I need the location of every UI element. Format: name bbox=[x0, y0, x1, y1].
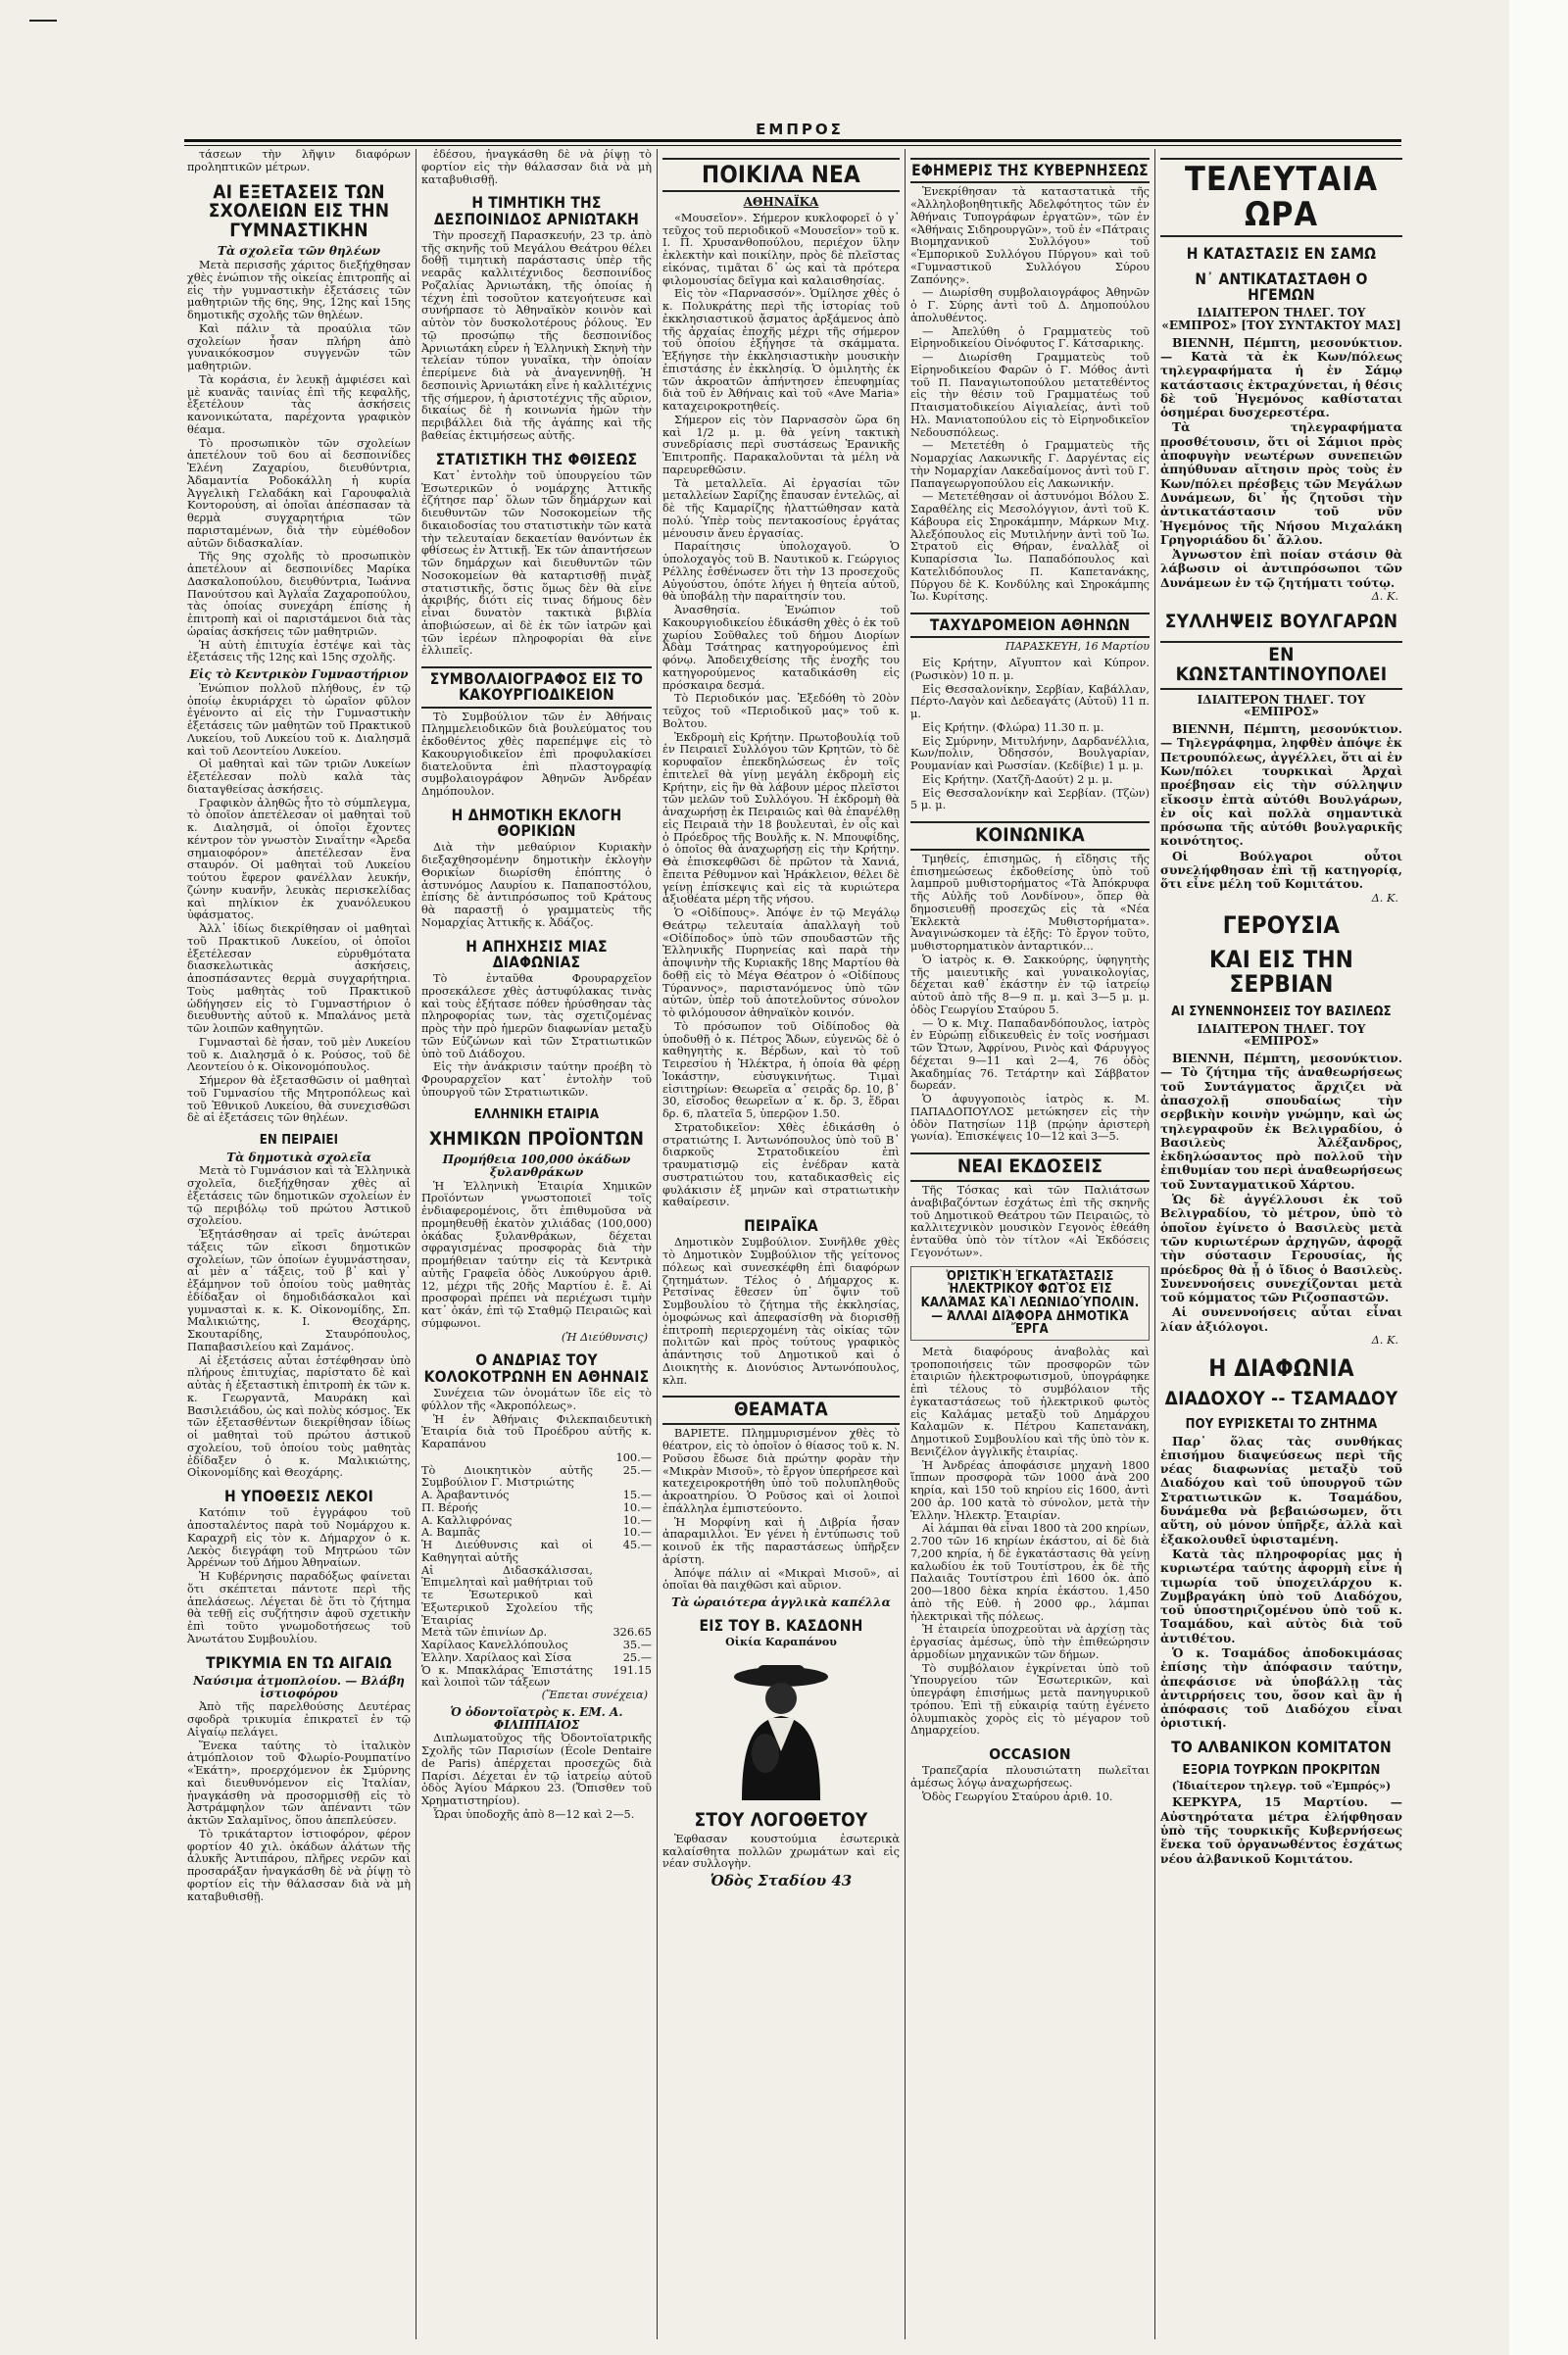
donation-amount: 45.— bbox=[622, 1539, 652, 1551]
headline: ΚΟΙΝΩΝΙΚΑ bbox=[910, 821, 1150, 851]
donor-name: Α. Ἀραβαντινός bbox=[421, 1489, 510, 1501]
article-paragraph: Ἡ αὐτὴ ἐπιτυχία ἐστέψε καὶ τὰς ἐξετάσεις τῆς 12ης καὶ 15ης σχολῆς. bbox=[187, 638, 411, 664]
signature: (Ἕπεται συνέχεια) bbox=[541, 1689, 648, 1701]
donor-name: Αἱ Διδασκάλισσαι, Ἐπιμεληταὶ καὶ μαθήτριαι τοῦ τε Ἐσωτερικοῦ καὶ Ἐξωτερικοῦ Σχολείου τῆς Ἑταιρίας bbox=[421, 1563, 593, 1627]
telegram-credit: ΙΔΙΑΙΤΕΡΟΝ ΤΗΛΕΓ. ΤΟΥ «ΕΜΠΡΟΣ» [ΤΟΥ ΣΥΝΤΑΚΤΟΥ ΜΑΣ] bbox=[1161, 306, 1401, 332]
subheadline: Εἰς τὸ Κεντρικὸν Γυμναστήριον bbox=[189, 667, 409, 682]
article-paragraph: Εἰς Κρήτην. (Φλώρα) 11.30 π. μ. bbox=[922, 720, 1104, 734]
masthead: ΕΜΠΡΟΣ bbox=[756, 121, 844, 138]
headline: ΠΕΙΡΑΪΚΑ bbox=[744, 1217, 818, 1236]
article-paragraph: — Ἀπελύθη ὁ Γραμματεὺς τοῦ Εἰρηνοδικείου Οἰνόφυτος Γ. Κάτσαρικης. bbox=[910, 324, 1150, 351]
headline: Η ΚΑΤΑΣΤΑΣΙΣ ΕΝ ΣΑΜΩ bbox=[1186, 245, 1377, 264]
article-paragraph: Ὁ ἀφυγγοποιὸς ἰατρὸς κ. Μ. ΠΑΠΑΔΟΠΟΥΛΟΣ μετώκησεν εἰς τὴν ὁδὸν Πατησίων 11β (πρῴην ἀριστερὴ γωνία). Ἐπισκέψεις 10—12 καὶ 3—5. bbox=[910, 1093, 1150, 1144]
article-paragraph: Καὶ πάλιν τὰ προαύλια τῶν σχολείων ἦσαν πλήρη ἀπὸ γυναικόκοσμον συγγενῶν τῶν μαθητριῶν. bbox=[187, 321, 411, 373]
column-divider bbox=[657, 149, 658, 2339]
article-paragraph: Τῆς Τόσκας καὶ τῶν Παλιάτσων ἀναβιβαζόντων ἐσχάτως ἐπὶ τῆς σκηνῆς τοῦ Δημοτικοῦ Θεάτρου τῶν Πειραιῶς, τὸ καλλιτεχνικὸν μουσικὸν Γεγονὸς ἐθεάθη ἐνταῦθα ὑπὸ τὸν τίτλον «Αἱ Ἐκδόσεις Γεγονότων». bbox=[910, 1184, 1150, 1259]
article-paragraph: «Μουσεῖον». Σήμερον κυκλοφορεῖ ὁ γ᾽ τεῦχος τοῦ περιοδικοῦ «Μουσεῖον» τοῦ κ. Ι. Π. Χρυσανθοπούλου, περιέχον ὕλην ἐκλεκτὴν καὶ ποικίλην, πρὸς δὲ πλεῖστας εἰκόνας, τιμᾶται δ᾽ ὡς καὶ τὰ πρότερα φιλομουσίας δεῖγμα καὶ καλαισθησίας. bbox=[662, 211, 900, 287]
headline: ΠΟΥ ΕΥΡΙΣΚΕΤΑΙ ΤΟ ΖΗΤΗΜΑ bbox=[1185, 1416, 1378, 1432]
headline: ΤΟ ΑΛΒΑΝΙΚΟΝ ΚΟΜΙΤΑΤΟΝ bbox=[1171, 1738, 1392, 1756]
article-paragraph: Εἰς Θεσσαλονίκην καὶ Σερβίαν. (Τζὼν) 5 μ. μ. bbox=[910, 786, 1150, 812]
bulletin-paragraph: Ὡς δὲ ἀγγέλλουσι ἐκ τοῦ Βελιγραδίου, τὸ μέτρον, ὑπὸ τὸ ὁποῖον ἐγίνετο ὁ Βασιλεὺς μετὰ τῶν κυριωτέρων ἀρχηγῶν, ἀφορᾷ τὴν σύστασιν Γερουσίας, ἧς πρόεδρος θὰ ᾖ ὁ ἴδιος ὁ Βασιλεὺς. Συνεννοήσεις συνεχίζονται μετὰ τοῦ κόμματος τῶν Ριζοσπαστῶν. bbox=[1160, 1193, 1402, 1305]
headline: ΣΤΑΤΙΣΤΙΚΗ ΤΗΣ ΦΘΙΣΕΩΣ bbox=[435, 450, 638, 468]
donation-amount: 35.— bbox=[622, 1639, 652, 1651]
article-paragraph: — Μετετέθησαν οἱ ἀστυνόμοι Βόλου Σ. Σαραθέλης εἰς Μεσολόγγιον, ἀντὶ τοῦ Κ. Κάβουρα εἰς Σηροκάμπην, Μάρκων Μιχ. Ἀλεξόπουλος εἰς Μυτιλήνην ἀντὶ τοῦ Ἰω. Στρατοῦ εἰς Θήραν, ἐναλλὰξ οἱ Κυπαρίσσια Ἰω. Παπαδόπουλος καὶ Κατελιδόπουλος Π. Καπετανάκης, Πύργου δὲ Κ. Κονδύλης καὶ Σηροκάμπης Ἰω. Κυρίτσης. bbox=[910, 490, 1150, 604]
donor-name: Ἡ Διεύθυνσις καὶ οἱ Καθηγηταὶ αὐτῆς bbox=[421, 1539, 593, 1564]
column-divider bbox=[905, 149, 906, 2339]
donation-row bbox=[421, 1565, 652, 1628]
column-1 bbox=[184, 149, 414, 2339]
donation-row bbox=[421, 1502, 652, 1515]
headline: ΤΕΛΕΥΤΑΙΑ ΩΡΑ bbox=[1160, 158, 1402, 237]
article-paragraph: Γραφικὸν ἀληθῶς ἦτο τὸ σύμπλεγμα, τὸ ὁποῖον ἀπετέλεσαν οἱ μαθηταὶ τοῦ κ. Διαλησμᾶ, οἱ ὁποῖοι ἔχοντες κέντρον τὸν γνωστὸν Σιναΐτην «Ἀρεδα σημαιοφόρον» ἀπετέλεσαν ἕνα σταυρόν. Οἱ μαθηταὶ τοῦ Λυκείου τούτου ἔφερον φανέλλαν λευκήν, ζώνην κυανῆν, λευκὰς περισκελίδας καὶ πηλίκιον ἐκ χυανόλευκου ὑφάσματος. bbox=[187, 796, 411, 922]
article-paragraph: Κατόπιν τοῦ ἐγγράφου τοῦ ἀποσταλέντος παρὰ τοῦ Νομάρχου κ. Καραχρῆ εἰς τὸν κ. Δήμαρχον ὁ κ. Λεκὸς διεγράφη τοῦ Μητρώου τῶν Ἀρρένων τοῦ Δήμου Ἀθηναίων. bbox=[187, 1506, 411, 1570]
subheadline: Τὰ δημοτικὰ σχολεῖα bbox=[226, 1150, 371, 1164]
donor-name: Χαρίλαος Κανελλόπουλος bbox=[421, 1639, 568, 1651]
headline: ΕΦΗΜΕΡΙΣ ΤΗΣ ΚΥΒΕΡΝΗΣΕΩΣ bbox=[910, 158, 1150, 183]
article-paragraph: Τμηθείς, ἐπισημῶς, ἡ εἴδησις τῆς ἐπισημεώσεως ἐκδοθείσης ὑπὸ τοῦ λαμπροῦ μυθιστορήματος «Τὰ Ἀπόκρυφα τῆς Αὐλῆς τοῦ Λονδίνου», ὅπερ θὰ δημοσιευθῇ προσεχῶς εἰς τὰ «Νέα Ἐκλεκτὰ Μυθιστορήματα». Ἀναγινώσκομεν τὰ ἐξῆς: Τὸ ἔργον τοῦτο, μυθιστορηματικὸν ἀνταρτικόν... bbox=[910, 852, 1150, 954]
headline: ΧΗΜΙΚΩΝ ΠΡΟΪΟΝΤΩΝ bbox=[428, 1128, 645, 1151]
article-paragraph: Ἀλλ᾽ ἰδίως διεκρίθησαν οἱ μαθηταὶ τοῦ Πρακτικοῦ Λυκείου, οἱ ὁποῖοι ἐξετέλεσαν εὐρυθμότατα διασκελωτικὰς ἀσκήσεις, ἀποσπάσαντες θερμὰ συγχαρήτηρια. Τοὺς μαθητὰς τοῦ Πρακτικοῦ ὡδήγησεν εἰς τὸ Γυμναστήριον ὁ διευθυντὴς αὐτοῦ κ. Μπαλάνος μετὰ τῶν λοιπῶν καθηγητῶν. bbox=[187, 922, 411, 1036]
donation-amount: 15.— bbox=[622, 1489, 652, 1501]
article-paragraph: Συνέχεια τῶν ὀνομάτων ἴδε εἰς τὸ φύλλον τῆς «Ἀκροπόλεως». bbox=[421, 1387, 652, 1412]
headline: ΘΕΑΜΑΤΑ bbox=[662, 1396, 900, 1425]
donation-amount: 25.— bbox=[622, 1463, 652, 1477]
bulletin-paragraph: Αἱ συνεννοήσεις αὗται εἶναι λίαν ἀξιόλογοι. bbox=[1160, 1305, 1402, 1334]
article-paragraph: — Ὁ κ. Μιχ. Παπαδανδόπουλος, ἰατρὸς ἐν Εὐρώπῃ εἰδικευθεὶς ἐν τοῖς νοσήμασι τῶν Ὤτων, Ἀφρίνου, Ρινὸς καὶ Φάρυγγος δέχεται 9—11 καὶ 2—4, 76 ὁδὸς Ἀκαδημίας 76. Τετάρτην καὶ Σάββατον δωρεάν. bbox=[910, 1016, 1150, 1093]
article-paragraph: Τὰ κοράσια, ἐν λευκῇ ἀμφιέσει καὶ μὲ κυανᾶς ταινίας ἐπὶ τῆς κεφαλῆς, ἐξετέλουν τὰς ἀσκήσεις κανονικώτατα, παρέχοντα γραφικὸν θέαμα. bbox=[187, 372, 411, 436]
telegram-credit: ΙΔΙΑΙΤΕΡΟΝ ΤΗΛΕΓ. ΤΟΥ «ΕΜΠΡΟΣ» bbox=[1197, 692, 1366, 719]
article-paragraph: ἐδέσου, ἠναγκάσθη δὲ νὰ ῥίψῃ τὸ φορτίον εἰς τὴν θάλασσαν διὰ νὰ μὴ καταβυθισθῇ. bbox=[421, 149, 652, 186]
bulletin-paragraph: Κατὰ τὰς πληροφορίας μας ἡ κυριωτέρα ταύτης ἀφορμὴ εἶνε ἡ τιμωρία τοῦ ὑποχειλάρχου κ. Ζυμβραγάκη ὑπὸ τοῦ Διαδόχου, τοῦ ὑποστηριζομένου ὑπὸ τοῦ κ. Τσαμάδου, καὶ αὐτὸς διὰ τοῦ ἀντιθέτου. bbox=[1160, 1546, 1402, 1645]
article-paragraph: Τὰ μεταλλεῖα. Αἱ ἐργασίαι τῶν μεταλλείων Σαρίζης ἔπαυσαν ἐντελῶς, αἱ δὲ τῆς Καμαρίζης ἠλαττώθησαν κατὰ πολύ. Ὑπὲρ τοὺς πεντακοσίους ἐργάτας μένουσιν ἄνευ ἐργασίας. bbox=[662, 476, 900, 540]
subheadline: Ναύσιμα ἀτμοπλοίου. — Βλάβη ἱστιοφόρου bbox=[193, 1673, 405, 1700]
hat-advert-illustration bbox=[712, 1655, 850, 1802]
page-top-margin bbox=[0, 0, 1568, 127]
headline: ΠΟΙΚΙΛΑ ΝΕΑ bbox=[662, 158, 900, 192]
headline: ΓΕΡΟΥΣΙΑ bbox=[1222, 911, 1341, 940]
subheadline: Ὁ ὀδοντοϊατρὸς κ. ΕΜ. Α. ΦΙΛΙΠΠΑΙΟΣ bbox=[450, 1704, 623, 1732]
bulletin-paragraph: Ὁ κ. Τσαμάδος ἀποδοκιμάσας ἐπίσης τὴν ἀπόφασιν ταύτην, ἀπεφάσισε νὰ ὑποβάλλῃ τὰς ἀντιρρήσεις του, ὅσον καὶ ἂν ἡ ἀπόφασις τοῦ Διαδόχου εἶναι ὁριστική. bbox=[1160, 1646, 1402, 1731]
article-paragraph: Τὸ προσωπικὸν τῶν σχολείων ἀπετέλουν τοῦ 6ου αἱ δεσποινίδες Ἑλένη Ζαχαρίου, διευθύντρια, Ἀδαμαντία Ροδοκάλλη ἡ κυρία Ἀγγελικὴ Γελαδάκη καὶ Γαρουφαλιὰ Κοντορούση, αἱ ὁποῖαι ἀπέσπασαν τὰ θερμὰ συγχαρητήρια τῶν παρισταμένων, διὰ τὴν εὐμέθοδον αὐτῶν διδασκαλίαν. bbox=[187, 436, 411, 550]
donation-amount: 10.— bbox=[622, 1513, 652, 1527]
headline: ΤΑΧΥΔΡΟΜΕΙΟΝ ΑΘΗΝΩΝ bbox=[910, 613, 1150, 638]
donation-amount: 326.65 bbox=[612, 1626, 652, 1640]
article-paragraph: Τῆς 9ης σχολῆς τὸ προσωπικὸν ἀπετέλουν αἱ δεσποινίδες Μαρίκα Δασκαλοπούλου, διευθύντρια, Ἰωάννα Πανούτσου καὶ Ἀγλαΐα Ζαχαροπούλου, τὰς ὁποίας συνεχάρη ἐπίσης ἡ ἐπιτροπὴ καὶ οἱ παριστάμενοι διὰ τὰς ὡραίας ἀσκήσεις τῶν μαθητριῶν. bbox=[187, 550, 411, 638]
article-paragraph: Κατ᾽ ἐντολὴν τοῦ ὑπουργείου τῶν Ἐσωτερικῶν ὁ νομάρχης Ἀττικῆς ἐζήτησε παρ᾽ ὅλων τῶν δημάρχων καὶ διευθυντῶν τῶν Νοσοκομείων τῆς δικαιοδοσίας του στατιστικὴν τῶν κατὰ τὴν τελευταίαν δεκαετίαν θανόντων ἐκ φθίσεως ἐν Ἀττικῇ. Ἐκ τῶν ἀπαντήσεων τῶν δημάρχων καὶ διευθυντῶν τῶν Νοσοκομείων θὰ καταρτισθῇ πινὰξ στατιστικῆς, ὅστις ὅμως δὲν θὰ εἶνε ἀκριβής, διότι εἰς τινας δήμους δὲν εἶναι δυνατὸν τακτικὰ βιβλία ἀποβιώσεων, αἱ δὲ ἐκ τῶν ἰατρῶν καὶ τῶν ἱερέων πληροφορίαι θὰ εἶνε ἐλλιπεῖς. bbox=[421, 468, 652, 658]
caption: Οἰκία Καραπάνου bbox=[725, 1636, 837, 1649]
caption: (Ἰδιαίτερον τηλεγρ. τοῦ «Ἐμπρός») bbox=[1171, 1779, 1392, 1792]
article-paragraph: τάσεων τὴν λῆψιν διαφόρων προληπτικῶν μέτρων. bbox=[187, 149, 411, 173]
advert-address: Ὁδὸς Σταδίου 43 bbox=[710, 1872, 853, 1890]
header-rule bbox=[184, 139, 1401, 142]
header-rule-thin bbox=[184, 145, 1401, 146]
donor-name: Ὁ κ. Μπακλάρας Ἐπιστάτης καὶ λοιποὶ τῶν τάξεων bbox=[421, 1663, 593, 1690]
article-paragraph: Τὴν προσεχῆ Παρασκευήν, 23 τρ. ἀπὸ τῆς σκηνῆς τοῦ Μεγάλου Θεάτρου θέλει δοθῇ τιμητικὴ παράστασις ὑπὲρ τῆς νεαρᾶς καλλιτέχνιδος δεσποινίδος Ροζαλίας Ἀρνιωτάκη, τῆς ὁποίας ἡ τέχνη ἐπὶ τοσοῦτον κατεγοήτευσε καὶ συνήρπασε τὸ Ἀθηναϊκὸν κοινὸν καὶ αὐτὸν τὸν δυσκολοτέρους ῥόλους. Ἐν τῷ προσώπῳ τῆς δεσποινίδος Ἀρνιωτάκη εὗρεν ἡ Ἑλληνικὴ Σκηνὴ τὴν τελείαν τύπον γυναῖκα, τὴν ὁποίαν ἐπερίμενε διὰ νὰ ἀναγεννηθῇ. Ἡ δεσποινὶς Ἀρνιωτάκη εἶνε ἡ καλλιτέχνις τῆς σήμερον, ἡ ἀριστοτέχνις τῆς αὔριον, δικαίως δὲ ἡ κοινωνία ἡμῶν τὴν περιβάλλει διὰ τῆς ἀγάπης καὶ τῆς βαθείας ἐκτιμήσεως αὐτῆς. bbox=[421, 228, 652, 442]
headline: ΕΛΛΗΝΙΚΗ ΕΤΑΙΡΙΑ bbox=[473, 1106, 600, 1122]
donor-name: Α. Καλλιφρόνας bbox=[421, 1513, 513, 1527]
donor-name: Ἑλλην. Χαρίλαος καὶ Σίσα bbox=[421, 1650, 572, 1664]
headline: ΕΝ ΚΩΝΣΤΑΝΤΙΝΟΥΠΟΛΕΙ bbox=[1160, 641, 1402, 690]
article-paragraph: Ἡ Μορφίνη καὶ ἡ Διβρία ἦσαν ἀπαραμιλλοι. Ἐν γένει ἡ ἐντύπωσις τοῦ κοινοῦ ἐκ τῆς παραστάσεως ὑπῆρξεν ἀρίστη. bbox=[662, 1515, 900, 1566]
headline: ΑΙ ΕΞΕΤΑΣΕΙΣ ΤΩΝ ΣΧΟΛΕΙΩΝ ΕΙΣ ΤΗΝ ΓΥΜΝΑΣΤΙΚΗΝ bbox=[208, 180, 390, 242]
headline: Ο ΑΝΔΡΙΑΣ ΤΟΥ ΚΟΛΟΚΟΤΡΩΝΗ ΕΝ ΑΘΗΝΑΙΣ bbox=[423, 1351, 650, 1386]
article-paragraph: — Διωρίσθη Γραμματεὺς τοῦ Εἰρηνοδικείου Φαρῶν ὁ Γ. Μόθος ἀντὶ τοῦ Π. Παναγιωτοπούλου μετατεθέντος εἰς τὴν θέσιν τοῦ Γραμματέως τοῦ Πταισματοδικείου Αἰγιαλείας, ἀντὶ τοῦ Ηλ. Μανιατοπούλου εἰς τὸ Εἰρηνοδικεῖον Νεδουσπόλεως. bbox=[910, 351, 1150, 439]
bulletin-paragraph: ΚΕΡΚΥΡΑ, 15 Μαρτίου. — Αὐστηρότατα μέτρα ἐλήφθησαν ὑπὸ τῆς τουρκικῆς Κυβερνήσεως ἕνεκα τοῦ ὀργανωθέντος ἐσχάτως νέου ἀλβανικοῦ Κομιτάτου. bbox=[1160, 1795, 1402, 1866]
article-paragraph: Ὧραι ὑποδοχῆς ἀπὸ 8—12 καὶ 2—5. bbox=[433, 1807, 635, 1821]
article-paragraph: Τραπεζαρία πλουσιώτατη πωλεῖται ἀμέσως λόγῳ ἀναχωρήσεως. bbox=[910, 1764, 1150, 1791]
donation-row bbox=[421, 1452, 652, 1465]
article-paragraph: ΒΑΡΙΕΤΕ. Πλημμυρισμένον χθὲς τὸ θέατρον, εἰς τὸ ὁποῖον ὁ θίασος τοῦ κ. Ν. Ροῦσου ἔδωσε διὰ πρώτην φορὰν τὴν «Μικρὰν Μισοῦ», τὸ ἔργον ὑπερήρεσε καὶ κατεχειροκροτήθη ὑπὸ τοῦ πολυπληθοῦς ἀκροατηρίου. Ὁ Ροῦσος καὶ οἱ λοιποὶ ἐπάλληλα ἐμπιστεύοντο. bbox=[662, 1427, 900, 1515]
column-5 bbox=[1157, 149, 1405, 2339]
article-paragraph: Ὁδὸς Γεωργίου Σταύρου ἀριθ. 10. bbox=[922, 1790, 1113, 1803]
donor-name: Μετὰ τῶν ἐπινίων Δρ. bbox=[421, 1626, 548, 1640]
headline: Ν᾽ ΑΝΤΙΚΑΤΑΣΤΑΘΗ Ο ΗΓΕΜΩΝ bbox=[1195, 270, 1368, 304]
dateline: ΠΑΡΑΣΚΕΥΗ, 16 Μαρτίου bbox=[1004, 640, 1150, 654]
article-paragraph: Εἰς τὸν «Παρνασσόν». Ὁμίλησε χθὲς ὁ κ. Πολυκράτης περὶ τῆς ἱστορίας τοῦ ἐκκλησιαστικοῦ ᾄσματος ἀρξάμενος ἀπὸ τῆς ἀρχαίας ἐποχῆς μέχρι τῆς σήμερον τοῦ ὁποίου ἐξήγησε τὰ σκάμματα. Ἐξήγησε τὴν ἐκκλησιαστικὴν μουσικὴν ἐπιστάσης ἐν ἐκκλησίᾳ. Ὁ ὁμιλητὴς ἐκ τῶν ἀκροατῶν ἀπήντησεν ἐπευφημίας διὰ τοῦ ἐν Ἀθήναις καὶ τοῦ «Ave Maria» καταχειροκροτηθείς. bbox=[662, 287, 900, 414]
article-paragraph: Ἕνεκα ταύτης τὸ ἰταλικὸν ἀτμόπλοιον τοῦ Φλωρίο-Ρουμπατίνο «Ἑκάτη», προερχόμενον ἐκ Σμύρνης καὶ διευθυνόμενον εἰς Ἰταλίαν, ἠναγκάσθη νὰ προσορμισθῇ εἰς τὸ Ἀστράμφηλον τῶν ἀπέναντι τῶν ἀκτῶν Σαλαμῖνος, ὅπου ἀπεπλεύσεν. bbox=[187, 1739, 411, 1828]
subheadline: Προμήθεια 100,000 ὀκάδων ξυλανθράκων bbox=[442, 1153, 631, 1179]
article-paragraph: Ἐφθασαν κουστούμια ἐσωτερικὰ καλαίσθητα πολλῶν χρωμάτων καὶ εἰς νέαν συλλογὴν. bbox=[662, 1832, 900, 1871]
donation-row bbox=[421, 1640, 652, 1652]
signature: Δ. Κ. bbox=[1371, 1334, 1398, 1348]
headline: ΣΥΛΛΗΨΕΙΣ ΒΟΥΛΓΑΡΩΝ bbox=[1164, 610, 1398, 632]
headline: Η ΑΠΗΧΗΣΙΣ ΜΙΑΣ ΔΙΑΦΩΝΙΑΣ bbox=[466, 937, 608, 971]
article-paragraph: Ἐνεκρίθησαν τὰ καταστατικὰ τῆς «Ἀλληλοβοηθητικῆς Ἀδελφότητος τῶν ἐν Ἀθήναις Τυπογράφων ἐργατῶν», τῶν ἐν «Ἀθήναις Σιδηρουργῶν», τοῦ ἐν «Πάτραις Βιομηχανικοῦ Συλλόγου» τοῦ «Ἐμπορικοῦ Συλλόγου Πύργου» καὶ τοῦ «Γυμναστικοῦ Συλλόγου Σύρου Ζαπόνης». bbox=[910, 185, 1150, 286]
print-mark bbox=[29, 20, 57, 37]
headline: ΕΝ ΠΕΙΡΑΙΕΙ bbox=[259, 1133, 339, 1149]
article-paragraph: Ὁ «Οἰδίπους». Ἀπόψε ἐν τῷ Μεγάλῳ Θεάτρῳ τελευταία ἀπαλλαγὴ τοῦ «Οἰδίποδος» ὑπὸ τῶν σπουδαστῶν τῆς Ἑλληνικῆς Πυρηνείας καὶ παρὰ τὴν ἀποψινὴν τῆς Κυριακῆς 18ης Μαρτίου θὰ δοθῇ εἰς τὸ Μέγα Θέατρον ὁ «Οἰδίπους Τύραννος», παριστανόμενος ὑπὸ τῶν αὐτῶν, ὑπὲρ τοῦ ἀποτελοῦντος σύνολον τὸ φιλόμουσον ἀθηναϊκὸν κοινόν. bbox=[662, 907, 900, 1020]
article-paragraph: Διπλωματοῦχος τῆς Ὀδοντοϊατρικῆς Σχολῆς τῶν Παρισίων (École Dentaire de Paris) ἀπέρχεται προσεχῶς διὰ Παρίσι. Δέχεται ἐν τῷ ἰατρείῳ αὐτοῦ ὁδὸς Ἁγίου Μάρκου 23. (Ὄπισθεν τοῦ Χρηματιστηρίου). bbox=[421, 1732, 652, 1807]
article-paragraph: Τὸ Περιοδικόν μας. Ἐξεδόθη τὸ 20ὸν τεῦχος τοῦ «Περιοδικοῦ μας» τοῦ κ. Βολτου. bbox=[662, 692, 900, 730]
subheadline: Τὰ ὡραιότερα ἀγγλικὰ καπέλλα bbox=[671, 1595, 891, 1610]
article-paragraph: Τὸ τρικάταρτον ἱστιοφόρον, φέρον φορτίον 40 χιλ. ὀκάδων ἁλάτων τῆς ἁλυκῆς Ἀντιπάρου, πλῆρες νερῶν καὶ προσαράξαν ἠναγκάσθη δὲ νὰ ῥίψῃ τὸ φορτίον εἰς τὴν θάλασσαν διὰ νὰ μὴ καταβυθισθῇ. bbox=[187, 1827, 411, 1903]
headline: ΕΙΣ ΤΟΥ Β. ΚΑΣΔΟΝΗ bbox=[699, 1616, 863, 1635]
article-paragraph: Ἀπὸ τῆς παρελθούσης Δευτέρας σφοδρὰ τρικυμία ἐπικρατεῖ ἐν τῷ Αἰγαίῳ πελάγει. bbox=[187, 1700, 411, 1739]
column-divider bbox=[1154, 149, 1155, 2339]
column-3 bbox=[660, 149, 903, 2339]
article-paragraph: Στρατοδικεῖον: Χθὲς ἐδικάσθη ὁ στρατιώτης Ι. Ἀντωνόπουλος ὑπὸ τοῦ Β᾽ διαρκοῦς Στρατοδικείου ἐπὶ τραυματισμῷ εἰς ἐνέδραν κατὰ συστρατιώτου του, καταδικασθεὶς εἰς φυλάκισιν ἐξ μηνῶν καὶ στρατιωτικὴν καθαίρεσιν. bbox=[662, 1120, 900, 1209]
article-paragraph: Μετὰ περισσῆς χάριτος διεξήχθησαν χθὲς ἐνώπιον τῆς οἰκείας ἐπιτροπῆς αἱ εἰς τὴν γυμναστικὴν ἐξετάσεις τῶν μαθητριῶν τῆς 6ης, 9ης, 12ης καὶ 15ης δημοτικῆς σχολῆς τῶν θηλέων. bbox=[187, 259, 411, 322]
headline: ΔΙΑΔΟΧΟΥ -- ΤΣΑΜΑΔΟΥ bbox=[1164, 1387, 1398, 1409]
bulletin-paragraph: ΒΙΕΝΝΗ, Πέμπτη, μεσονύκτιον. — Κατὰ τὰ ἐκ Κων/πόλεως τηλεγραφήματα ἡ ἐν Σάμῳ κατάστασις ἐκτραχύνεται, ἡ θέσις δὲ τοῦ Ἡγεμόνος καθίσταται ὁσημέραι δυσχερεστέρα. bbox=[1160, 335, 1402, 420]
article-paragraph: Τὸ ἐνταῦθα Φρουραρχεῖον προσεκάλεσε χθὲς ἀστυφύλακας τινὰς καὶ τοὺς ἐξήτασε πόθεν ἠρύσθησαν τὰς πληροφορίας των, τὰς σχετιζομένας πρὸς τὴν πρὸ ἡμερῶν διαφωνίαν μεταξὺ τῶν Εὐζώνων καὶ τῶν Στρατιωτικῶν ὑπὸ τοῦ Διάδοχου. bbox=[421, 972, 652, 1060]
headline: Η ΤΙΜΗΤΙΚΗ ΤΗΣ ΔΕΣΠΟΙΝΙΔΟΣ ΑΡΝΙΩΤΑΚΗ bbox=[433, 194, 640, 228]
donation-amount: 100.— bbox=[615, 1450, 652, 1464]
donation-amount: 10.— bbox=[622, 1500, 652, 1514]
bulletin-paragraph: Ἀγνωστον ἐπὶ ποίαν στάσιν θὰ λάβωσιν οἱ ἀντιπρόσωποι τῶν Δυνάμεων ἐν τῷ ζητήματι τούτῳ. bbox=[1160, 548, 1402, 590]
donor-name: Τὸ Διοικητικὸν αὐτῆς Συμβούλιον Γ. Μιστριώτης bbox=[421, 1463, 593, 1490]
article-paragraph: Διὰ τὴν μεθαύριον Κυριακὴν διεξαχθησομένην δημοτικὴν ἐκλογὴν Θορικίων διωρίσθη ἐπόπτης ὁ ἀστυνόμος Λαυρίου κ. Παπαποστόλου, ἐπίσης δὲ ἀντιπρόσωπος τοῦ Κράτους θὰ παραστῇ ὁ γραμματεὺς τῆς Νομαρχίας Ἀττικῆς κ. Ἀδάζος. bbox=[421, 841, 652, 929]
signature: Δ. Κ. bbox=[1371, 590, 1398, 604]
donation-list bbox=[421, 1452, 652, 1690]
column-4 bbox=[907, 149, 1152, 2339]
article-paragraph: — Μετετέθη ὁ Γραμματεὺς τῆς Νομαρχίας Λακωνικῆς Γ. Δαργέντας εἰς τὴν Νομαρχίαν Λακεδαίμονος ἀντὶ τοῦ Γ. Παπαγεωργοπούλου εἰς Λακωνικήν. bbox=[910, 439, 1150, 490]
article-paragraph: Αἱ λάμπαι θὰ εἶναι 1800 τὰ 200 κηρίων, 2.700 τῶν 16 κηρίων ἑκάστου, αἱ δὲ διὰ 7,200 κηρία, ἡ δὲ ἐγκατάστασις θὰ γείνῃ καλωδίου ἐκ τοῦ Τουτίστρου, ἐκ δὲ τῆς Παλαιᾶς Τουτίστρου ἐπὶ 1600 ὀκ. ἀπὸ 200—1800 δὲκα κηρία ἑκάστου. 1,450 ἀπὸ τῆς Εὐθ. ἡ 2000 φρ., λάμπαι ἡλεκτρικαὶ τῆς πόλεως. bbox=[910, 1522, 1150, 1623]
headline: Η ΔΗΜΟΤΙΚΗ ΕΚΛΟΓΗ ΘΟΡΙΚΙΩΝ bbox=[451, 806, 622, 841]
donation-row bbox=[421, 1540, 652, 1565]
signature: Δ. Κ. bbox=[1371, 891, 1398, 905]
article-paragraph: Τὸ συμβόλαιον ἐγκρίνεται ὑπὸ τοῦ Ὑπουργείου τῶν Ἐσωτερικῶν, καὶ ὑπεγράφη ἐπισήμως μετὰ πανηγυρικοῦ τρόπου. Ἐπὶ τῇ εὐκαιρίᾳ ταύτῃ ἐγένετο ὀλυμπιακὸς χορὸς εἰς τὸ μέγαρον τοῦ Δημαρχείου. bbox=[910, 1661, 1150, 1738]
article-paragraph: — Διωρίσθη συμβολαιογράφος Ἀθηνῶν ὁ Γ. Σύρης ἀντὶ τοῦ Δ. Δημοπούλου ἀπολυθέντος. bbox=[910, 286, 1150, 324]
article-paragraph: Εἰς Θεσσαλονίκην, Σερβίαν, Καβάλλαν, Πέρτο-Λαγὸν καὶ Δεδεαγάτς (Αὐτοῦ) 11 π. μ. bbox=[910, 682, 1150, 721]
article-paragraph: Τὸ Συμβούλιον τῶν ἐν Ἀθήναις Πλημμελειοδικῶν διὰ βουλεύματος του ἐκδοθέντος χθὲς παρεπέμψε εἰς τὸ Κακουργιοδικεῖον ἐπὶ προφυλακίσει διατελοῦντα ἐπὶ πλαστογραφίᾳ συμβολαιογράφον Ἀθηνῶν Ἀνδρέαν Δημόπουλον. bbox=[421, 710, 652, 799]
donation-row bbox=[421, 1490, 652, 1502]
donation-amount: 10.— bbox=[622, 1526, 652, 1540]
column-2 bbox=[418, 149, 655, 2339]
article-paragraph: Οἱ μαθηταὶ καὶ τῶν τριῶν Λυκείων ἐξετέλεσαν πολὺ καλὰ τὰς διαταγθείσας ἀσκήσεις. bbox=[187, 758, 411, 796]
article-paragraph: Αἱ ἐξετάσεις αὗται ἐστέφθησαν ὑπὸ πλήρους ἐπιτυχίας, παρίστατο δὲ καὶ αὐτὰς ἡ ἐξεταστικὴ ἐπιτροπὴ ἐκ τῶν κ. κ. Γεωργαντᾶ, Μαυράκη καὶ Βασιλειάδου, ὡς καὶ πολὺς κόσμος. Ἐκ τῶν ἐξετασθέντων διεκρίθησαν ἰδίως οἱ μαθηταὶ τοῦ πρώτου ἀστικοῦ σχολείου, τοῦ ὁποίου τοὺς μαθητὰς ἐδίδαξεν ὁ κ. Μαλικιώτης, Οἰκονομίδης καὶ Θεοχάρης. bbox=[187, 1353, 411, 1480]
bulletin-paragraph: Τὰ τηλεγραφήματα προσθέτουσιν, ὅτι οἱ Σάμιοι πρὸς ἀποφυγὴν νεωτέρων συνεπειῶν ἀπηύθυναν αἴτησιν πρὸς τοὺς ἐν Κων/πόλει πρέσβεις τῶν Μεγάλων Δυνάμεων, δι᾽ ἧς ζητοῦσι τὴν ἀντικατάστασιν τοῦ νῦν Ἡγεμόνος τῆς Νήσου Μιχαλάκη Γρηγοριάδου δι᾽ ἄλλου. bbox=[1160, 420, 1402, 547]
donation-row bbox=[421, 1665, 652, 1691]
signature: (Ἡ Διεύθυνσις) bbox=[561, 1330, 648, 1344]
headline: Η ΥΠΟΘΕΣΙΣ ΛΕΚΟΙ bbox=[224, 1488, 373, 1506]
article-paragraph: Ἡ Ἑλληνικὴ Ἑταιρία Χημικῶν Προϊόντων γνωστοποιεῖ τοῖς ἐνδιαφερομένοις, ὅτι ἐπιθυμοῦσα νὰ προμηθευθῇ ἑκατὸν χιλιάδας (100,000) ὀκάδας ξυλανθράκων, δέχεται σφραγισμένας προσφορὰς διὰ τὴν προμήθειαν ταύτην εἰς τὰ Κεντρικὰ αὐτῆς Γραφεῖα ὁδὸς Λυκούργου ἀριθ. 12, μέχρι τῆς 20ῆς Μαρτίου ἐ. ἔ. Αἱ προσφοραὶ πρέπει νὰ περιέχωσι τιμὴν κατ᾽ ὀκάν, ἐπὶ τῷ Σταθμῷ Πειραιῶς καὶ σύμφωνοι. bbox=[421, 1179, 652, 1330]
article-paragraph: Ἐκδρομὴ εἰς Κρήτην. Πρωτοβουλίᾳ τοῦ ἐν Πειραιεῖ Συλλόγου τῶν Κρητῶν, τὸ δὲ κορυφαῖον ἐπεκδηλώσεως ἐν τοῖς ἐπιτελεῖ θὰ γίνῃ μεγάλη ἐκδρομὴ εἰς Κρήτην, εἰς ἣν θὰ λάβουν μέρος πλεῖστοι τῶν μελῶν τοῦ Συλλόγου. Ἡ ἐκδρομὴ θὰ ἀναχωρήσῃ ἐκ Πειραιῶς καὶ θὰ ἐπανέλθῃ εἰς Πειραιᾶ τὴν 18 βουλευταὶ, ἐν οἷς καὶ ὁ Πρόεδρος τῆς Βουλῆς κ. Ν. Μπουφίδης, ὁ ὁποῖος θὰ ἀναχωρήσῃ εἰς τὴν Κρήτην. Θὰ ἐπισκεφθῶσι δὲ πρῶτον τὰ Χανιά, ἔπειτα Ρέθυμνον καὶ Ἡράκλειον, θέλει δὲ γείνῃ ἐπίσκεψις καὶ εἰς τὰ κυριώτερα ἀξιοθέατα μέρη τῆς νήσου. bbox=[662, 730, 900, 907]
headline: ΝΕΑΙ ΕΚΔΟΣΕΙΣ bbox=[910, 1153, 1150, 1182]
article-paragraph: Μετὰ διαφόρους ἀναβολὰς καὶ τροποποιήσεις τῶν προσφορῶν τῶν ἐταιριῶν ἠλεκτροφωτισμοῦ, ὑπογράφηκε ἐπὶ τέλους τὸ συμβόλαιον τῆς ἐγκαταστάσεως τοῦ ἠλεκτρικοῦ φωτὸς εἰς Καλάμας μεταξὺ τοῦ Δημάρχου Καλαμῶν κ. Πέτρου Καπετανάκη, Δημοτικοῦ Συμβουλίου καὶ τῆς ὑπὸ τὸν κ. Βενιζέλον ἀγγλικῆς ἑταιρίας. bbox=[910, 1345, 1150, 1458]
donor-name bbox=[421, 1452, 593, 1465]
donation-amount: 25.— bbox=[622, 1650, 652, 1664]
article-paragraph: Ἐξητάσθησαν αἱ τρεῖς ἀνώτεραι τάξεις τῶν εἴκοσι δημοτικῶν σχολείων, τῶν ὁποίων ἐγυμνάστησαν, αἱ μὲν α᾽ τάξεις, τοῦ β᾽ καὶ γ᾽ ἐξάμηνον τοῦ ὁποίου τοὺς μαθητὰς ἐδίδαξαν οἱ δημοδιδάσκαλοι καὶ γυμνασταὶ κ. κ. Κ. Οἰκονομίδης, Σπ. Μαλικιώτης, Ι. Θεοχάρης, Σκουταρίδης, Σταυρόπουλος, Παπαβασιλείου καὶ Ζαμάνος. bbox=[187, 1228, 411, 1353]
article-paragraph: Γυμνασταὶ δὲ ἦσαν, τοῦ μὲν Λυκείου τοῦ κ. Διαλησμᾶ ὁ κ. Ρούσος, τοῦ δὲ Λεοντείου ὁ κ. Οἰκονομόπουλος. bbox=[187, 1035, 411, 1074]
article-paragraph: Ἀπόψε πάλιν αἱ «Μικραὶ Μισοῦ», αἱ ὁποῖαι θὰ παιχθῶσι καὶ αὔριον. bbox=[662, 1566, 900, 1593]
headline: ΣΥΜΒΟΛΑΙΟΓΡΑΦΟΣ ΕΙΣ ΤΟ ΚΑΚΟΥΡΓΙΟΔΙΚΕΙΟΝ bbox=[421, 666, 652, 709]
bulletin-paragraph: Παρ᾽ ὅλας τὰς συνθήκας ἐπισήμου διαψεύσεως περὶ τῆς νέας διαφωνίας μεταξὺ τοῦ Διαδόχου καὶ τοῦ ὑπουργοῦ τῶν Στρατιωτικῶν κ. Τσαμάδου, δυνάμεθα νὰ βεβαιώσωμεν, ὅτι αὕτη, οὐ μόνον ὑπῆρξε, ἀλλὰ καὶ ἐξακολουθεῖ ὑφισταμένη. bbox=[1160, 1434, 1402, 1546]
article-paragraph: Ἡ ἐν Ἀθήναις Φιλεκπαιδευτικὴ Ἑταιρία διὰ τοῦ Προέδρου αὐτῆς κ. Καραπάνου bbox=[421, 1412, 652, 1450]
article-paragraph: Σήμερον εἰς τὸν Παρνασσὸν ὥρα 6η καὶ 1/2 μ. μ. θὰ γείνη τακτικὴ συνεδρίασις περὶ συστάσεως Ἐρανικῆς Ἐπιτροπῆς. Παρακαλοῦνται τὰ μέλη νὰ παρευρεθῶσιν. bbox=[662, 413, 900, 476]
headline: ΚΑΙ ΕΙΣ ΤΗΝ ΣΕΡΒΙΑΝ bbox=[1208, 945, 1354, 998]
donation-amount: 191.15 bbox=[612, 1663, 652, 1677]
article-paragraph: Εἰς Κρήτην, Αἴγυπτον καὶ Κύπρον. (Ρωσικὸν) 10 π. μ. bbox=[910, 657, 1150, 682]
article-paragraph: Μετὰ τὸ Γυμνάσιον καὶ τὰ Ἑλληνικὰ σχολεῖα, διεξήχθησαν χθὲς αἱ ἐξετάσεις τῶν δημοτικῶν σχολείων ἐν τῷ περιβόλῳ τοῦ πρώτου Ἀστικοῦ σχολείου. bbox=[187, 1164, 411, 1228]
donor-name: Π. Βέροής bbox=[421, 1500, 478, 1514]
headline: ΑΙ ΣΥΝΕΝΝΟΗΣΕΙΣ ΤΟΥ ΒΑΣΙΛΕΩΣ bbox=[1171, 1004, 1392, 1019]
article-paragraph: Εἰς Σμύρνην, Μιτυλήνην, Δαρδανέλλια, Κων/πολιν, Ὀδησσόν, Βουλγαρίαν, Ρουμανίαν καὶ Ρωσσίαν. (Κεδίβιε) 1 μ. μ. bbox=[910, 734, 1150, 773]
subheadline: Τὰ σχολεῖα τῶν θηλέων bbox=[217, 244, 381, 259]
boxed-notice: ὈΡΙΣΤΙΚῊ ἘΓΚΑΤΆΣΤΑΣΙΣ ἨΛΕΚΤΡΙΚΟΥ͂ ΦΩΤῸΣ ΕἸΣ ΚΑΛΆΜΑΣ ΚΑῚ ΛΕΩΝΙΔΟΎΠΟΛΙΝ. — ἈΛΛΑΙ ΔΙΆΦΟΡΑ ΔΗΜΟΤΙΚᾺ ἜΡΓΑ bbox=[910, 1266, 1150, 1341]
headline: ΕΞΟΡΙΑ ΤΟΥΡΚΩΝ ΠΡΟΚΡΙΤΩΝ bbox=[1182, 1763, 1381, 1779]
article-paragraph: Ἡ ἑταιρεία ὑποχρεοῦται νὰ ἀρχίσῃ τὰς ἐργασίας ἀμέσως, ὑπὸ τὴν ἐπιθεώρησιν ἀρμοδίων μηχανικῶν τῶν δήμων. bbox=[910, 1623, 1150, 1661]
headline: ΤΡΙΚΥΜΙΑ ΕΝ ΤΩ ΑΙΓΑΙΩ bbox=[206, 1653, 392, 1672]
article-paragraph: Ἡ Κυβέρνησις παραδόξως φαίνεται ὅτι σκέπτεται πάντοτε περὶ τῆς ἀπελάσεως. Λέγεται δὲ ὅτι τὸ ζήτημα θὰ τεθῇ εἰς συζήτησιν ἀφοῦ σχετικὴν ἐπὶ τοῦτο γνωμοδοτήσεως τοῦ Ἀνωτάτου Συμβουλίου. bbox=[187, 1570, 411, 1645]
article-paragraph: Ἐνώπιον πολλοῦ πλήθους, ἐν τῷ ὁποίῳ ἐκυριάρχει τὸ ὡραῖον φῦλον ἐγένοντο αἱ εἰς τὴν Γυμναστικὴν ἐξετάσεις τῶν μαθητῶν τοῦ Πρακτικοῦ Λυκείου, τοῦ Λυκείου τοῦ κ. Διαλησμᾶ καὶ τοῦ Λεοντείου Λυκείου. bbox=[187, 681, 411, 758]
article-paragraph: Τὸ πρόσωπον τοῦ Οἰδίποδος θὰ ὑποδυθῇ ὁ κ. Πέτρος Ἄδων, εὐγενῶς δὲ ὁ καθηγητὴς κ. Βέρδων, καὶ τὸ τοῦ Τειρεσίου ἡ Ἠλέκτρα, ἡ ὁποία θὰ φέρῃ Ἰοκάστην, εὐσυγκινήτως. Τιμαὶ εἰσιτηρίων: Θεωρεῖα α᾽ σειρᾶς δρ. 10, β᾽ 30, εἴσοδος θεωρεῖων α᾽ κ. δρ. 3, ἕδραι δρ. 6, πλατεῖα 5, ὑπερῷον 1.50. bbox=[662, 1019, 900, 1121]
headline: OCCASION bbox=[989, 1745, 1071, 1764]
bulletin-paragraph: ΒΙΕΝΝΗ, Πέμπτη, μεσονύκτιον. — Τὸ ζήτημα τῆς ἀναθεωρήσεως τοῦ Συντάγματος ἄρχιζει νὰ ἀπασχολῇ σπουδαίως τὴν σερβικὴν κοινὴν γνώμην, καὶ ὡς τηλεγραφοῦν ἐκ Βελιγραδίου, ὁ Βασιλεὺς Ἀλέξανδρος, ἐκδηλώσαντος πρὸ πολλοῦ τὴν ἐπιθυμίαν του περὶ ἀναθεωρήσεως τοῦ Συνταγματικοῦ Χάρτου. bbox=[1160, 1052, 1402, 1192]
article-paragraph: Ὁ ἰατρὸς κ. Θ. Σακκούρης, ὑφηγητὴς τῆς μαιευτικῆς καὶ γυναικολογίας, δέχεται καθ᾽ ἑκάστην ἐν τῷ ἰατρείῳ αὐτοῦ ἀπὸ τῆς 8—9 π. μ. καὶ 3—5 μ. μ. ὁδὸς Γεωργίου Σταύρου 5. bbox=[910, 953, 1150, 1016]
article-paragraph: Σήμερον θὰ ἐξετασθῶσιν οἱ μαθηταὶ τοῦ Γυμνασίου τῆς Μητροπόλεως καὶ τοῦ Ἑθνικοῦ Λυκείου, θὰ συνεχισθῶσι δὲ αἱ ἐξετάσεις τῶν θηλέων. bbox=[187, 1074, 411, 1125]
article-paragraph: Ἀνασθησία. Ἐνώπιον τοῦ Κακουργιοδικείου ἐδικάσθη χθὲς ὁ ἐκ τοῦ χωρίου Σοῦθαλες τοῦ δήμου Διορίων Ἀδὰμ Τσάτηρας κατηγορούμενος ἐπὶ φόνῳ. Ἀποδειχθείσης τῆς ἐνοχῆς του κατηγορούμενος καταδικάσθη εἰς πρόσκαιρα δεσμά. bbox=[662, 604, 900, 692]
headline: ΣΤΟΥ ΛΟΓΟΘΕΤΟΥ bbox=[694, 1808, 868, 1831]
article-paragraph: Παραίτησις ὑπολοχαγοῦ. Ὁ ὑπολοχαγὸς τοῦ Β. Ναυτικοῦ κ. Γεώργιος Ρέλλης ἐσθένωσεν ὅτι τὴν 13 προσεχοῦς Αὐγούστου, ὁπότε λήγει ἡ θητεία αὐτοῦ, θὰ ὑποβάλῃ τὴν παραίτησίν του. bbox=[662, 540, 900, 604]
article-paragraph: Εἰς Κρήτην. (Χατζῆ-Δαούτ) 2 μ. μ. bbox=[922, 772, 1113, 786]
article-paragraph: Εἰς τὴν ἀνάκρισιν ταύτην προέβη τὸ Φρουραρχεῖον κατ᾽ ἐντολὴν τοῦ ὑπουργοῦ τῶν Στρατιωτικῶν. bbox=[421, 1060, 652, 1099]
article-paragraph: Ἡ Ἀνδρέας ἀποφάσισε μηχανὴ 1800 ἵππων προσφορὰ τῶν 1000 ἀνὰ 200 κηρία, καὶ 150 τοῦ κηρίου εἰς 1600, ἀντὶ 200 ἀρ. 100 κατὰ τὸ σύνολον, μετὰ τὴν Ἑλλην. Ἠλεκτρ. Ἑταιρίαν. bbox=[910, 1458, 1150, 1522]
donation-row bbox=[421, 1652, 652, 1665]
bulletin-paragraph: ΒΙΕΝΝΗ, Πέμπτη, μεσονύκτιον. — Τηλεγράφημα, ληφθὲν ἀπόψε ἐκ Πετρουπόλεως, ἀγγέλλει, ὅτι αἱ ἐν Κων/πόλει τουρκικαὶ Ἀρχαὶ προέβησαν εἰς τὴν σύλληψιν εἴκοσιν ἐπτὰ αὐτόθι Βουλγάρων, ἐν οἷς καὶ πολλὰ σημαντικὰ πρόσωπα τῆς αὐτόθι βουλγαρικῆς κοινότητος. bbox=[1160, 722, 1402, 849]
bulletin-paragraph: Οἱ Βούλγαροι οὗτοι συνελήφθησαν ἐπὶ τῇ κατηγορίᾳ, ὅτι εἶνε μέλη τοῦ Κομιτάτου. bbox=[1160, 849, 1402, 892]
telegram-credit: ΙΔΙΑΙΤΕΡΟΝ ΤΗΛΕΓ. ΤΟΥ «ΕΜΠΡΟΣ» bbox=[1197, 1021, 1366, 1049]
right-page-margin bbox=[1509, 0, 1568, 2355]
article-paragraph: Δημοτικὸν Συμβούλιον. Συνῆλθε χθὲς τὸ Δημοτικὸν Συμβούλιον τῆς γείτονος πόλεως καὶ συνεσκέφθη ἐπὶ διαφόρων ζητημάτων. Τέλος ὁ Δήμαρχος κ. Ρετσίνας ἔθεσεν ὑπ᾽ ὄψιν τοῦ Συμβουλίου τὸ ζήτημα τῆς ἐκκλησίας, ὁμοφώνως καὶ ἀπεφασίσθη νὰ διορισθῇ ἐπιτροπὴ περιερχομένη τὰς οἰκίας τῶν πολιτῶν καὶ πρὸς τούτους γραφικὸς ἀπάντησις τοῦ Δημοτικοῦ καὶ ὁ Διοικητὴς κ. Διονύσιος Ἀντωνόπουλος, κλπ. bbox=[662, 1236, 900, 1387]
headline: Η ΔΙΑΦΩΝΙΑ bbox=[1208, 1353, 1354, 1382]
donation-row bbox=[421, 1465, 652, 1491]
donation-amount bbox=[593, 1565, 652, 1628]
donor-name: Α. Βαμπᾶς bbox=[421, 1526, 480, 1540]
section-kicker: ΑΘΗΝΑΪΚΑ bbox=[743, 195, 819, 210]
